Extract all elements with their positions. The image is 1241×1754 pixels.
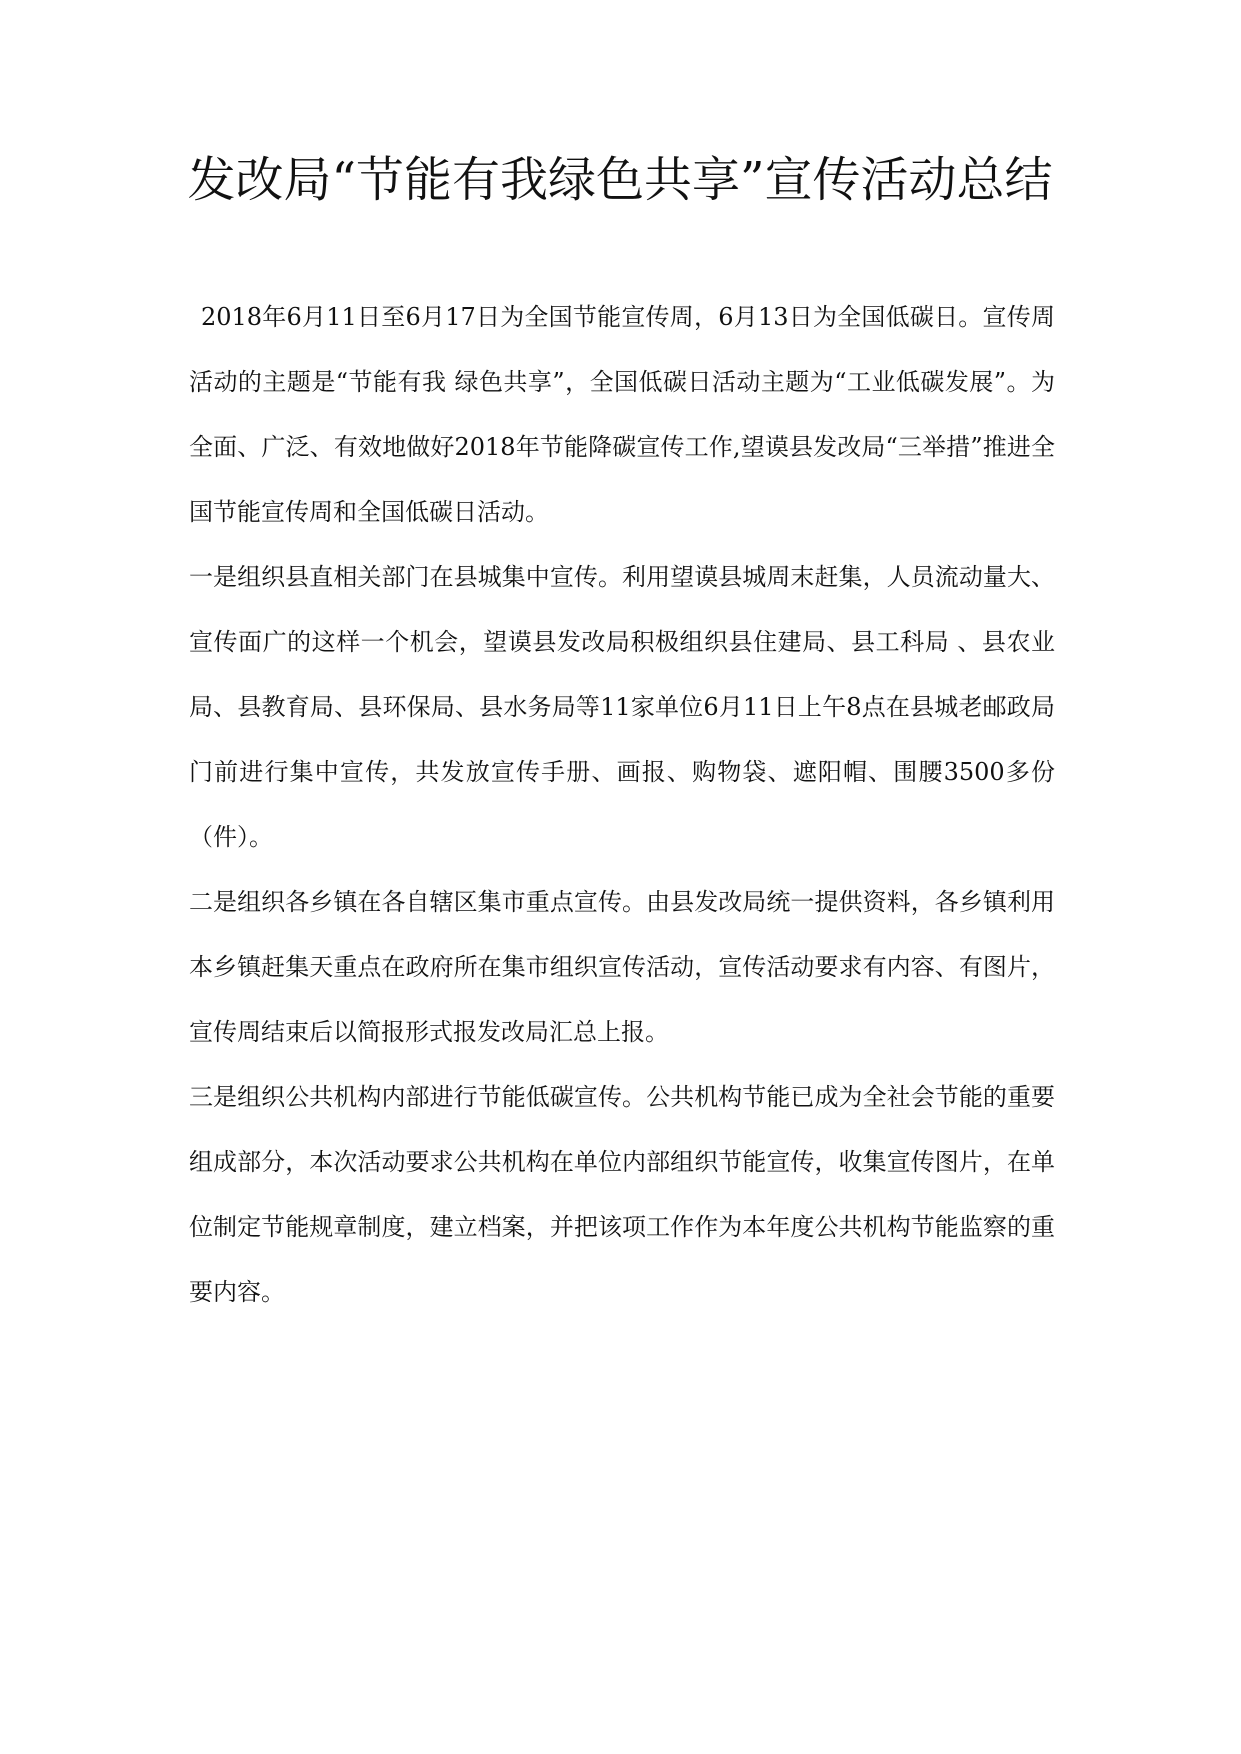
paragraph-measure-one: 一是组织县直相关部门在县城集中宣传。利用望谟县城周末赶集，人员流动量大、宣传面广的这样一个机会，望谟县发改局积极组织县住建局、县工科局 、县农业局、县教育局、县环保局、县水务局等11家单位6月11日上午8点在县城老邮政局门前进行集中宣传，共发放宣传手册、画报、购物袋、遮阳帽、围腰3500多份（件）。 xyxy=(189,563,1055,851)
document-title: 发改局“节能有我绿色共享”宣传活动总结 xyxy=(187,152,1053,208)
paragraph-intro: 2018年6月11日至6月17日为全国节能宣传周，6月13日为全国低碳日。宣传周活动的主题是“节能有我 绿色共享”，全国低碳日活动主题为“工业低碳发展”。为全面、广泛、有效地做好2018年节能降碳宣传工作,望谟县发改局“三举措”推进全国节能宣传周和全国低碳日活动。 xyxy=(189,303,1055,526)
paragraph-measure-three: 三是组织公共机构内部进行节能低碳宣传。公共机构节能已成为全社会节能的重要组成部分，本次活动要求公共机构在单位内部组织节能宣传，收集宣传图片，在单位制定节能规章制度，建立档案，并把该项工作作为本年度公共机构节能监察的重要内容。 xyxy=(189,1083,1055,1306)
document-body xyxy=(189,285,1055,1325)
paragraph-measure-two: 二是组织各乡镇在各自辖区集市重点宣传。由县发改局统一提供资料，各乡镇利用本乡镇赶集天重点在政府所在集市组织宣传活动，宣传活动要求有内容、有图片，宣传周结束后以简报形式报发改局汇总上报。 xyxy=(189,888,1055,1046)
